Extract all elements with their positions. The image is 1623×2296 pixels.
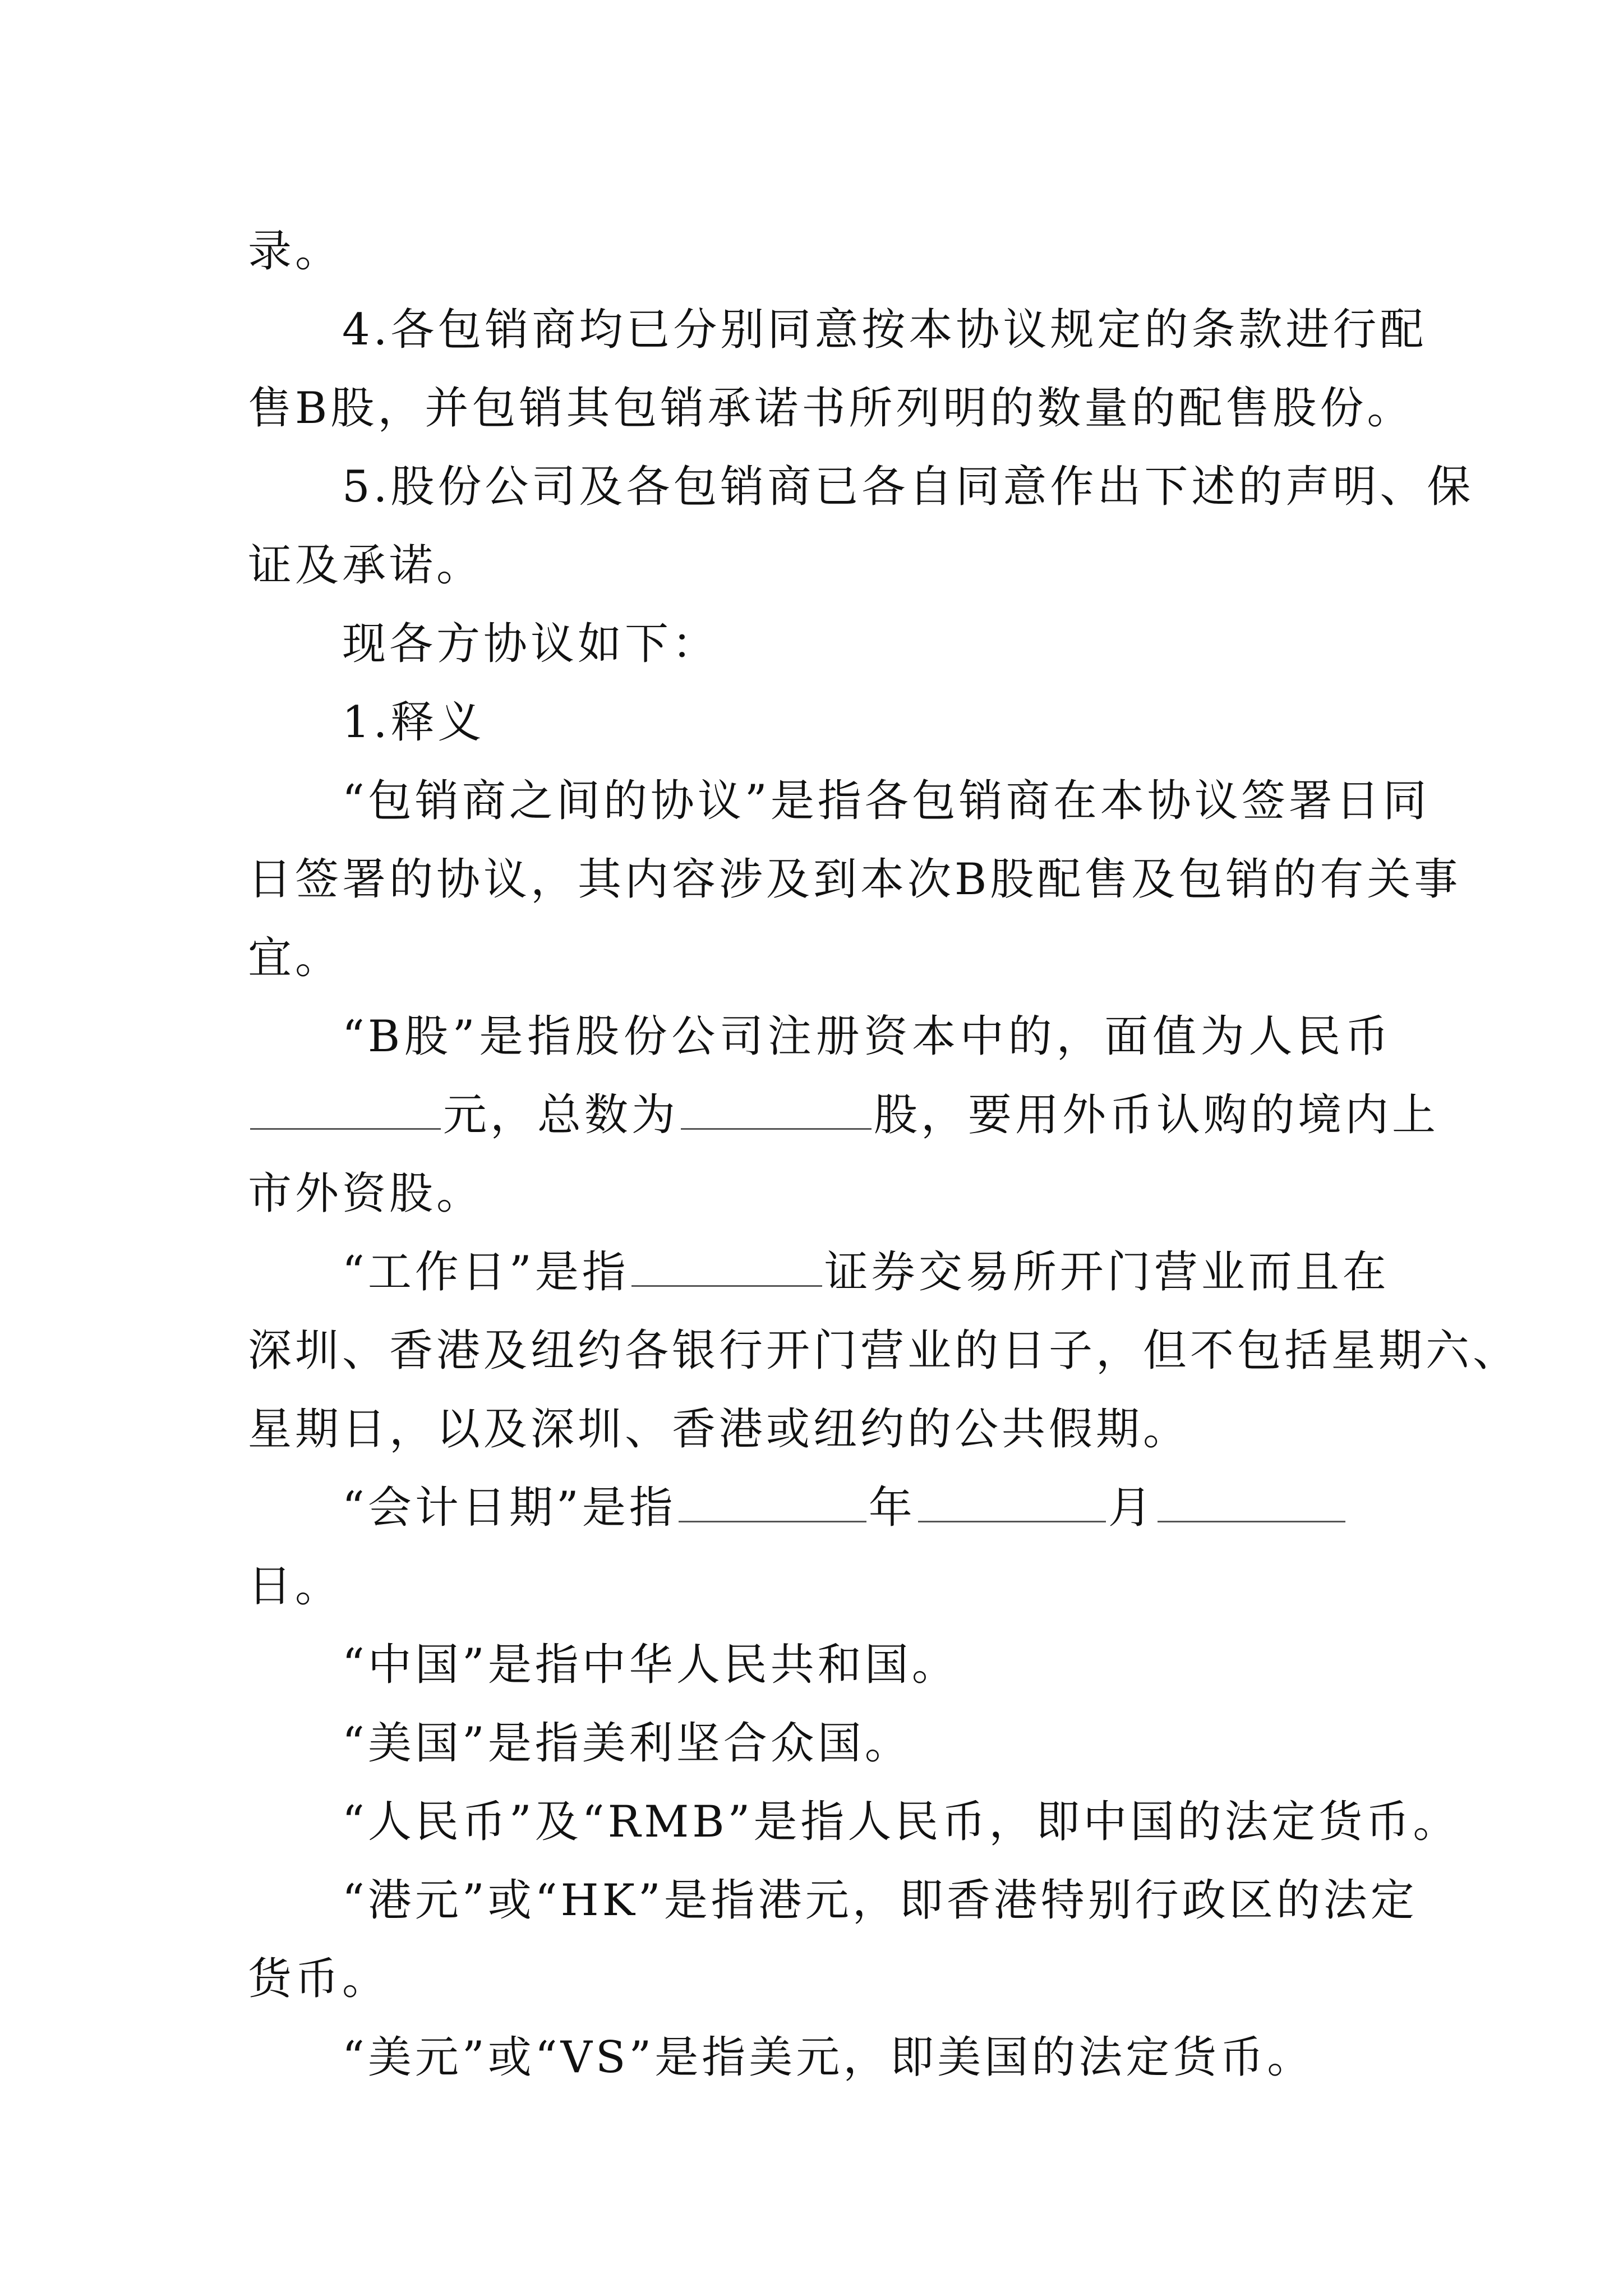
section-heading: 1.释义 bbox=[342, 697, 485, 748]
text-line: 货币。 bbox=[248, 1954, 390, 2004]
text-fragment: 元，总数为 bbox=[443, 1090, 679, 1140]
text-fragment: 月 bbox=[1108, 1483, 1155, 1533]
text-line: 深圳、香港及纽约各银行开门营业的日子，但不包括星期六、 bbox=[248, 1326, 1520, 1376]
fill-in-blank[interactable] bbox=[679, 1487, 866, 1522]
text-line-with-blanks bbox=[248, 1469, 1392, 1547]
text-line: “B股”是指股份公司注册资本中的，面值为人民币 bbox=[342, 1011, 1392, 1062]
text-line: 录。 bbox=[248, 226, 343, 277]
text-line: 5.股份公司及各包销商已各自同意作出下述的声明、保 bbox=[342, 462, 1474, 512]
text-line: “包销商之间的协议”是指各包销商在本协议签署日同 bbox=[342, 776, 1430, 826]
text-fragment: “工作日”是指 bbox=[342, 1247, 629, 1297]
text-line-with-blanks bbox=[248, 1233, 1392, 1312]
text-line: “中国”是指中华人民共和国。 bbox=[342, 1640, 959, 1690]
text-line: 现各方协议如下： bbox=[342, 619, 720, 669]
fill-in-blank[interactable] bbox=[250, 1094, 441, 1130]
text-line-with-blanks bbox=[248, 1076, 1440, 1154]
text-fragment: 证券交易所开门营业而且在 bbox=[824, 1247, 1390, 1297]
text-line: 星期日，以及深圳、香港或纽约的公共假期。 bbox=[248, 1404, 1191, 1455]
text-fragment: 年 bbox=[868, 1483, 916, 1533]
fill-in-blank[interactable] bbox=[1158, 1487, 1345, 1522]
text-line: 日。 bbox=[248, 1561, 343, 1612]
text-line: 售B股，并包销其包销承诺书所列明的数量的配售股份。 bbox=[248, 383, 1414, 434]
text-line: 宜。 bbox=[248, 933, 343, 983]
document-page bbox=[248, 212, 1520, 2097]
fill-in-blank[interactable] bbox=[631, 1251, 822, 1287]
text-fragment: “会计日期”是指 bbox=[342, 1483, 676, 1533]
text-line: 证及承诺。 bbox=[248, 540, 484, 591]
text-line: “人民币”及“RMB”是指人民币，即中国的法定货币。 bbox=[342, 1797, 1460, 1847]
text-line: 市外资股。 bbox=[248, 1168, 484, 1219]
fill-in-blank[interactable] bbox=[918, 1487, 1106, 1522]
text-line: 4.各包销商均已分别同意按本协议规定的条款进行配 bbox=[342, 305, 1427, 355]
text-line: 日签署的协议，其内容涉及到本次B股配售及包销的有关事 bbox=[248, 854, 1461, 905]
text-line: “美国”是指美利坚合众国。 bbox=[342, 1718, 912, 1769]
text-line: “美元”或“VS”是指美元，即美国的法定货币。 bbox=[342, 2032, 1315, 2083]
text-fragment: 股，要用外币认购的境内上 bbox=[874, 1090, 1440, 1140]
fill-in-blank[interactable] bbox=[681, 1094, 872, 1130]
text-line: “港元”或“HK”是指港元，即香港特别行政区的法定 bbox=[342, 1875, 1418, 1926]
